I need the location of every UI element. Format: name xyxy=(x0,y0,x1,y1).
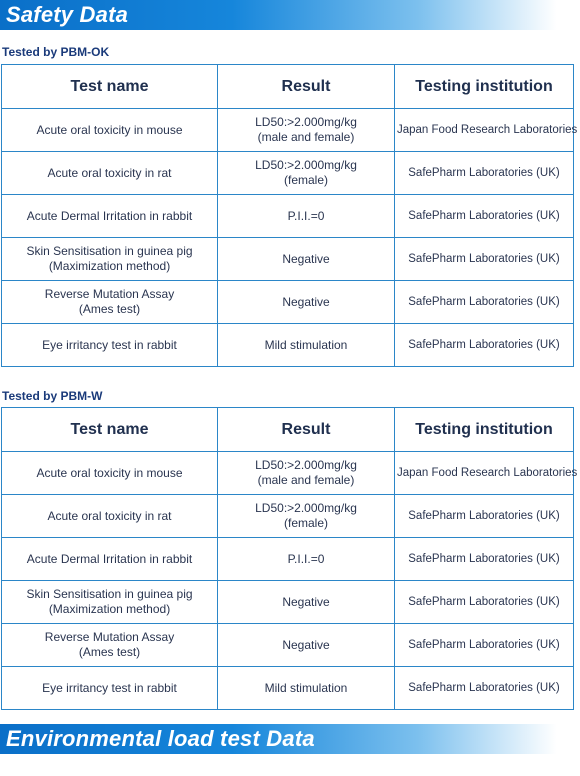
cell-testing-institution: SafePharm Laboratories (UK) xyxy=(395,624,574,667)
cell-test-name-line: Acute oral toxicity in rat xyxy=(47,165,172,180)
section-banner-safety xyxy=(0,0,580,30)
cell-result-line: (female) xyxy=(283,516,328,530)
safety-table-pbm-w xyxy=(1,407,578,710)
cell-test-name xyxy=(2,324,218,367)
cell-result-line: (male and female) xyxy=(257,473,355,487)
cell-test-name xyxy=(2,581,218,624)
table-subtitle-pbm-w: Tested by PBM-W xyxy=(2,389,103,403)
cell-result-line: Negative xyxy=(282,294,330,309)
cell-result xyxy=(218,238,395,281)
cell-result-line: LD50:>2.000mg/kg xyxy=(255,458,357,472)
cell-test-name-line: Reverse Mutation Assay xyxy=(44,630,175,644)
cell-testing-institution: SafePharm Laboratories (UK) xyxy=(395,667,574,710)
cell-test-name xyxy=(2,152,218,195)
cell-result xyxy=(218,581,395,624)
cell-result xyxy=(218,624,395,667)
table-row xyxy=(2,452,574,495)
cell-result-line: Negative xyxy=(282,251,330,266)
cell-result-line: (male and female) xyxy=(257,130,355,144)
header-result: Result xyxy=(218,65,395,109)
header-result: Result xyxy=(218,408,395,452)
table-row xyxy=(2,195,574,238)
table-row xyxy=(2,238,574,281)
cell-result xyxy=(218,195,395,238)
cell-test-name-line: (Ames test) xyxy=(78,302,141,316)
table-row xyxy=(2,152,574,195)
cell-testing-institution: SafePharm Laboratories (UK) xyxy=(395,152,574,195)
cell-result xyxy=(218,538,395,581)
header-testing-institution: Testing institution xyxy=(395,408,574,452)
cell-result-line: P.I.I.=0 xyxy=(287,551,325,566)
cell-testing-institution: SafePharm Laboratories (UK) xyxy=(395,495,574,538)
cell-test-name-line: Acute oral toxicity in mouse xyxy=(36,122,183,137)
cell-result-line: (female) xyxy=(283,173,328,187)
table-row xyxy=(2,109,574,152)
cell-result-line: P.I.I.=0 xyxy=(287,208,325,223)
cell-test-name-line: Eye irritancy test in rabbit xyxy=(42,680,177,695)
table-row xyxy=(2,495,574,538)
cell-test-name-line: Eye irritancy test in rabbit xyxy=(42,337,177,352)
cell-test-name-line: (Ames test) xyxy=(78,645,141,659)
table-row xyxy=(2,538,574,581)
cell-testing-institution: SafePharm Laboratories (UK) xyxy=(395,281,574,324)
banner-title: Environmental load test Data xyxy=(6,726,315,751)
table-row xyxy=(2,324,574,367)
cell-test-name-line: Skin Sensitisation in guinea pig xyxy=(26,244,193,258)
cell-testing-institution: SafePharm Laboratories (UK) xyxy=(395,195,574,238)
cell-test-name xyxy=(2,452,218,495)
cell-testing-institution: SafePharm Laboratories (UK) xyxy=(395,238,574,281)
cell-testing-institution: Japan Food Research Laboratories xyxy=(395,109,574,152)
cell-test-name-line: Reverse Mutation Assay xyxy=(44,287,175,301)
cell-test-name-line: Acute oral toxicity in rat xyxy=(47,508,172,523)
cell-testing-institution: Japan Food Research Laboratories xyxy=(395,452,574,495)
table-row xyxy=(2,281,574,324)
cell-result xyxy=(218,452,395,495)
cell-result xyxy=(218,109,395,152)
banner-title: Safety Data xyxy=(6,2,129,27)
cell-test-name-line: Skin Sensitisation in guinea pig xyxy=(26,587,193,601)
table-row xyxy=(2,581,574,624)
cell-test-name-line: (Maximization method) xyxy=(48,602,171,616)
cell-test-name xyxy=(2,281,218,324)
cell-test-name xyxy=(2,667,218,710)
cell-result-line: Mild stimulation xyxy=(264,680,348,695)
cell-test-name xyxy=(2,538,218,581)
cell-test-name-line: Acute Dermal Irritation in rabbit xyxy=(26,551,193,566)
cell-testing-institution: SafePharm Laboratories (UK) xyxy=(395,581,574,624)
table-row xyxy=(2,624,574,667)
cell-test-name xyxy=(2,195,218,238)
cell-result-line: LD50:>2.000mg/kg xyxy=(255,158,357,172)
cell-test-name-line: (Maximization method) xyxy=(48,259,171,273)
cell-result-line: Negative xyxy=(282,637,330,652)
header-test-name: Test name xyxy=(2,408,218,452)
cell-result xyxy=(218,281,395,324)
cell-test-name-line: Acute Dermal Irritation in rabbit xyxy=(26,208,193,223)
section-banner-environmental xyxy=(0,724,580,754)
cell-result xyxy=(218,152,395,195)
table-header-row xyxy=(2,65,574,109)
cell-test-name xyxy=(2,109,218,152)
table-header-row xyxy=(2,408,574,452)
cell-test-name-line: Acute oral toxicity in mouse xyxy=(36,465,183,480)
cell-result xyxy=(218,495,395,538)
table-row xyxy=(2,667,574,710)
header-testing-institution: Testing institution xyxy=(395,65,574,109)
cell-test-name xyxy=(2,238,218,281)
cell-result-line: LD50:>2.000mg/kg xyxy=(255,115,357,129)
safety-table-pbm-ok xyxy=(1,64,578,367)
cell-result-line: Mild stimulation xyxy=(264,337,348,352)
cell-result-line: LD50:>2.000mg/kg xyxy=(255,501,357,515)
cell-test-name xyxy=(2,624,218,667)
cell-result xyxy=(218,324,395,367)
cell-testing-institution: SafePharm Laboratories (UK) xyxy=(395,538,574,581)
cell-result-line: Negative xyxy=(282,594,330,609)
cell-result xyxy=(218,667,395,710)
cell-testing-institution: SafePharm Laboratories (UK) xyxy=(395,324,574,367)
header-test-name: Test name xyxy=(2,65,218,109)
table-subtitle-pbm-ok: Tested by PBM-OK xyxy=(2,45,110,59)
cell-test-name xyxy=(2,495,218,538)
